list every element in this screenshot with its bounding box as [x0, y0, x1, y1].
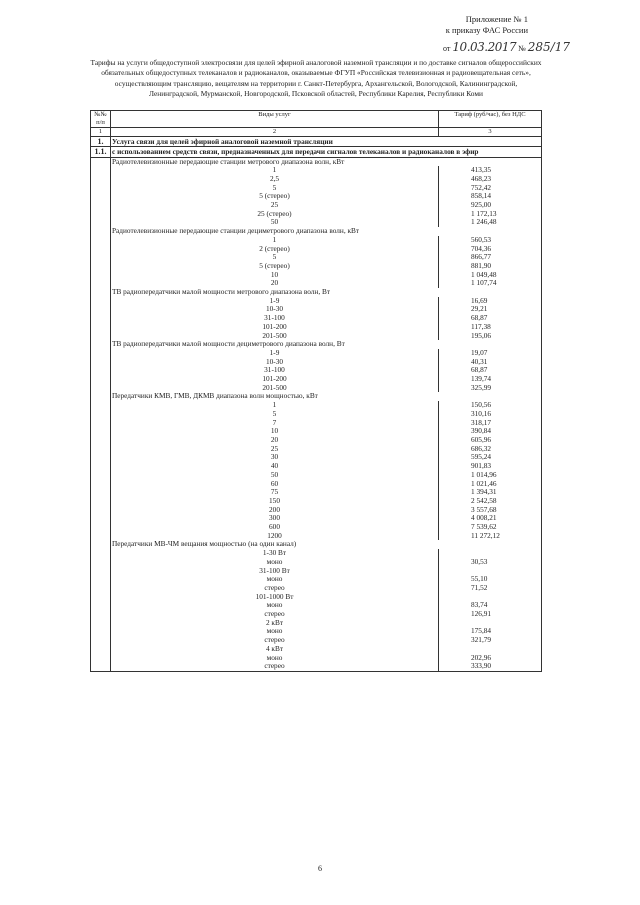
page-number: 6 [318, 864, 322, 873]
tariff-value: 1 049,48 [439, 271, 542, 280]
tariff-value: 11 272,12 [439, 532, 542, 541]
tariff-value: 55,10 [439, 575, 542, 584]
row-num-cell [91, 245, 111, 254]
option-label: 300 [111, 514, 439, 523]
row-num-cell [91, 636, 111, 645]
appendix-line-1: Приложение № 1 [465, 14, 528, 24]
row-num-cell [91, 549, 111, 558]
option-label: стерео [111, 662, 439, 671]
row-num-cell [91, 279, 111, 288]
tariff-value: 560,53 [439, 236, 542, 245]
tariff-value: 413,35 [439, 166, 542, 175]
option-label: 10 [111, 427, 439, 436]
tariff-value [439, 549, 542, 558]
order-date: 10.03.2017 [452, 40, 517, 54]
tariff-value: 704,36 [439, 245, 542, 254]
tariff-value: 2 542,58 [439, 497, 542, 506]
option-label: 31-100 [111, 314, 439, 323]
tariff-value: 325,99 [439, 384, 542, 393]
row-num-cell [91, 601, 111, 610]
row-num-cell [91, 236, 111, 245]
appendix-block [328, 14, 528, 36]
tariff-value: 858,14 [439, 192, 542, 201]
row-num-cell [91, 584, 111, 593]
tariff-value: 71,52 [439, 584, 542, 593]
option-label: моно [111, 575, 439, 584]
row-num-cell [91, 410, 111, 419]
row-num-cell [91, 271, 111, 280]
row-num-cell [91, 436, 111, 445]
option-label: 600 [111, 523, 439, 532]
tariff-value: 390,84 [439, 427, 542, 436]
row-num-cell [91, 227, 111, 236]
row-num-cell [91, 619, 111, 628]
tariff-value: 126,91 [439, 610, 542, 619]
row-num-cell [91, 305, 111, 314]
tariff-value [439, 593, 542, 602]
header-tariff: Тариф (руб/час), без НДС [439, 111, 542, 128]
option-label: 1 [111, 401, 439, 410]
tariff-value: 175,84 [439, 627, 542, 636]
tariff-value: 4 008,21 [439, 514, 542, 523]
option-label: 7 [111, 419, 439, 428]
option-label: 30 [111, 453, 439, 462]
row-num-cell [91, 462, 111, 471]
document-title: Тарифы на услуги общедоступной электросвязи для целей эфирной аналоговой наземной трансляции и по доставке сигналов общероссийских обязательных общедоступных телеканалов и радиоканалов, оказываемые ФГУП «Российская телевизионная и радиовещательная сеть», осуществляющим трансляцию, вещателям на территории г. Санкт-Петербурга, Архангельской, Вологодской, Калининградской, Ленинградской, Мурманской, Новгородской, Псковской областей, Республики Карелия, Республики Коми [90, 58, 542, 98]
option-label: 2,5 [111, 175, 439, 184]
header-num: №№ п/п [91, 111, 111, 128]
tariff-value: 68,87 [439, 314, 542, 323]
row-num-cell [91, 558, 111, 567]
tariff-value: 7 539,62 [439, 523, 542, 532]
option-label: 1-9 [111, 297, 439, 306]
tariff-value: 68,87 [439, 366, 542, 375]
tariff-value: 139,74 [439, 375, 542, 384]
tariff-value: 318,17 [439, 419, 542, 428]
index-1: 1 [91, 128, 111, 137]
row-num-cell [91, 218, 111, 227]
tariff-value [439, 567, 542, 576]
row-num-cell [91, 401, 111, 410]
table-row [91, 558, 542, 567]
option-label: моно [111, 558, 439, 567]
row-num-cell [91, 488, 111, 497]
option-label: 1-30 Вт [111, 549, 439, 558]
row-num-cell [91, 593, 111, 602]
group-label: Радиотелевизионные передающие станции дециметрового диапазона волн, кВт [111, 227, 542, 236]
row-num-cell [91, 323, 111, 332]
tariff-value: 1 021,46 [439, 480, 542, 489]
row-num-cell [91, 523, 111, 532]
tariff-value: 1 246,48 [439, 218, 542, 227]
option-label: 101-1000 Вт [111, 593, 439, 602]
option-label: 2 (стерео) [111, 245, 439, 254]
tariff-value: 19,07 [439, 349, 542, 358]
tariff-value: 83,74 [439, 601, 542, 610]
row-num-cell [91, 654, 111, 663]
row-num-cell [91, 297, 111, 306]
option-label: стерео [111, 610, 439, 619]
tariff-value: 321,79 [439, 636, 542, 645]
option-label: 60 [111, 480, 439, 489]
row-num-cell [91, 419, 111, 428]
option-label: 101-200 [111, 375, 439, 384]
option-label: 75 [111, 488, 439, 497]
row-num-cell [91, 532, 111, 541]
option-label: моно [111, 627, 439, 636]
row-num-cell [91, 340, 111, 349]
option-label: 40 [111, 462, 439, 471]
option-label: 5 (стерео) [111, 192, 439, 201]
option-label: 10-30 [111, 358, 439, 367]
row-num-cell [91, 358, 111, 367]
row-num-cell [91, 567, 111, 576]
option-label: моно [111, 654, 439, 663]
row-num-cell [91, 445, 111, 454]
option-label: 25 [111, 201, 439, 210]
option-label: стерео [111, 636, 439, 645]
option-label: 1200 [111, 532, 439, 541]
row-num-cell [91, 514, 111, 523]
tariff-table [90, 110, 542, 672]
section-title: Услуга связи для целей эфирной аналоговой наземной трансляции [111, 136, 542, 147]
row-num-cell [91, 575, 111, 584]
option-label: 1-9 [111, 349, 439, 358]
row-num-cell [91, 192, 111, 201]
option-label: стерео [111, 584, 439, 593]
tariff-value: 881,90 [439, 262, 542, 271]
option-label: 201-500 [111, 384, 439, 393]
group-label: ТВ радиопередатчики малой мощности дециметрового диапазона волн, Вт [111, 340, 542, 349]
option-label: моно [111, 601, 439, 610]
row-num-cell [91, 497, 111, 506]
row-num-cell [91, 201, 111, 210]
tariff-value: 29,21 [439, 305, 542, 314]
tariff-value: 1 172,13 [439, 210, 542, 219]
option-label: 201-500 [111, 332, 439, 341]
option-label: 2 кВт [111, 619, 439, 628]
row-num-cell [91, 540, 111, 549]
option-label: 1 [111, 236, 439, 245]
row-num-cell [91, 627, 111, 636]
row-num-cell [91, 288, 111, 297]
row-num-cell [91, 175, 111, 184]
option-label: 50 [111, 218, 439, 227]
tariff-value: 686,32 [439, 445, 542, 454]
table-row [91, 610, 542, 619]
tariff-value: 195,06 [439, 332, 542, 341]
option-label: 25 [111, 445, 439, 454]
subsection-number: 1.1. [91, 147, 111, 158]
tariff-value: 1 014,96 [439, 471, 542, 480]
option-label: 5 (стерео) [111, 262, 439, 271]
order-date-prefix: от [443, 44, 451, 53]
tariff-rows [91, 157, 542, 671]
row-num-cell [91, 471, 111, 480]
tariff-value: 901,83 [439, 462, 542, 471]
tariff-value: 1 107,74 [439, 279, 542, 288]
tariff-value: 605,96 [439, 436, 542, 445]
tariff-value: 16,69 [439, 297, 542, 306]
tariff-value: 202,96 [439, 654, 542, 663]
row-num-cell [91, 157, 111, 166]
option-label: 10 [111, 271, 439, 280]
option-label: 20 [111, 279, 439, 288]
option-label: 20 [111, 436, 439, 445]
option-label: 5 [111, 253, 439, 262]
row-num-cell [91, 375, 111, 384]
row-num-cell [91, 427, 111, 436]
appendix-line-2: к приказу ФАС России [445, 25, 528, 35]
option-label: 10-30 [111, 305, 439, 314]
option-label: 150 [111, 497, 439, 506]
option-label: 4 кВт [111, 645, 439, 654]
option-label: 5 [111, 410, 439, 419]
order-number: 285/17 [527, 40, 570, 54]
row-num-cell [91, 480, 111, 489]
row-num-cell [91, 166, 111, 175]
group-label: Передатчики МВ-ЧМ вещания мощностью (на один канал) [111, 540, 542, 549]
option-label: 101-200 [111, 323, 439, 332]
table-row [91, 636, 542, 645]
option-label: 31-100 [111, 366, 439, 375]
index-3: 3 [439, 128, 542, 137]
group-label: Радиотелевизионные передающие станции метрового диапазона волн, кВт [111, 157, 542, 166]
row-num-cell [91, 262, 111, 271]
tariff-value: 468,23 [439, 175, 542, 184]
tariff-value: 3 557,68 [439, 506, 542, 515]
option-label: 5 [111, 184, 439, 193]
order-number-label: № [518, 44, 526, 53]
tariff-value: 40,31 [439, 358, 542, 367]
row-num-cell [91, 210, 111, 219]
row-num-cell [91, 662, 111, 671]
tariff-value: 333,90 [439, 662, 542, 671]
row-num-cell [91, 366, 111, 375]
header-service: Виды услуг [111, 111, 439, 128]
row-num-cell [91, 645, 111, 654]
group-label: ТВ радиопередатчики малой мощности метрового диапазона волн, Вт [111, 288, 542, 297]
tariff-value: 1 394,31 [439, 488, 542, 497]
tariff-value: 925,00 [439, 201, 542, 210]
group-row [91, 540, 542, 549]
tariff-value: 595,24 [439, 453, 542, 462]
tariff-value: 30,53 [439, 558, 542, 567]
row-num-cell [91, 253, 111, 262]
subsection-title: с использованием средств связи, предназначенных для передачи сигналов телеканалов и радиоканалов в эфир [111, 147, 542, 158]
table-row [91, 662, 542, 671]
order-reference [443, 40, 570, 54]
tariff-value: 866,77 [439, 253, 542, 262]
option-label: 200 [111, 506, 439, 515]
option-label: 50 [111, 471, 439, 480]
row-num-cell [91, 610, 111, 619]
tariff-value: 117,38 [439, 323, 542, 332]
row-num-cell [91, 314, 111, 323]
option-label: 1 [111, 166, 439, 175]
group-label: Передатчики КМВ, ГМВ, ДКМВ диапазона волн мощностью, кВт [111, 392, 542, 401]
row-num-cell [91, 349, 111, 358]
section-number: 1. [91, 136, 111, 147]
row-num-cell [91, 453, 111, 462]
row-num-cell [91, 392, 111, 401]
index-2: 2 [111, 128, 439, 137]
table-row [91, 584, 542, 593]
tariff-value: 752,42 [439, 184, 542, 193]
tariff-value: 150,56 [439, 401, 542, 410]
row-num-cell [91, 332, 111, 341]
tariff-value: 310,16 [439, 410, 542, 419]
row-num-cell [91, 384, 111, 393]
option-label: 25 (стерео) [111, 210, 439, 219]
row-num-cell [91, 506, 111, 515]
option-label: 31-100 Вт [111, 567, 439, 576]
row-num-cell [91, 184, 111, 193]
